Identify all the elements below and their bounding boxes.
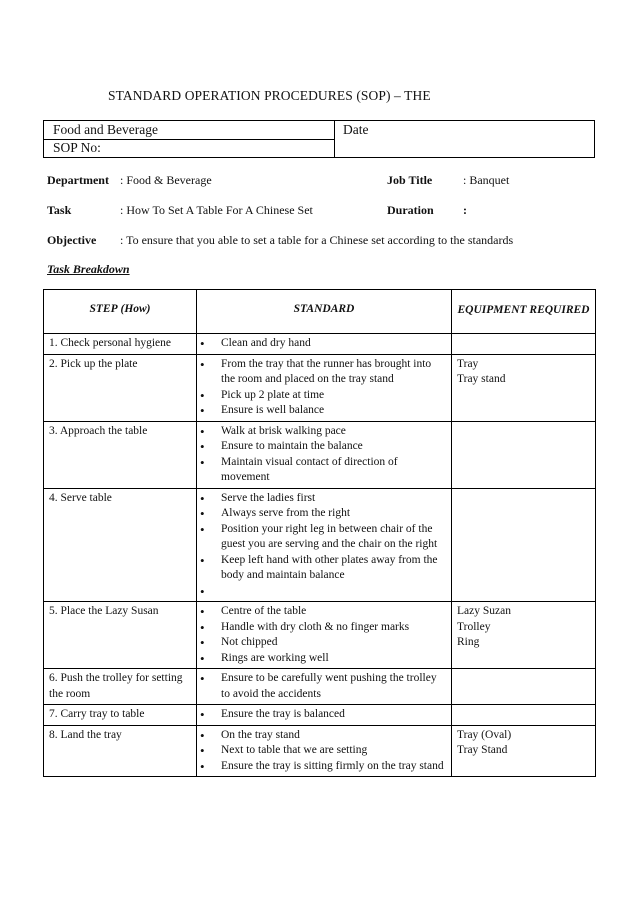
equipment-cell [452,334,596,355]
job-title-label: Job Title [387,173,433,187]
standard-item: • Position your right leg in between chair of the guest you are serving and the chair on the right [202,522,446,553]
standard-cell [197,334,452,355]
standard-item: • Pick up 2 plate at time [202,388,446,404]
step-cell: 4. Serve table [44,488,197,602]
document-title: STANDARD OPERATION PROCEDURES (SOP) – THE [108,88,431,103]
standard-cell [197,669,452,705]
equipment-item: Trolley [457,620,491,633]
job-title-value: : Banquet [463,173,510,187]
step-cell: 3. Approach the table [44,421,197,488]
standard-list [202,707,446,723]
standard-item: • From the tray that the runner has brought into the room and placed on the tray stand [202,357,446,388]
standard-list [202,357,446,419]
step-cell: 1. Check personal hygiene [44,334,197,355]
duration-value: : [463,203,467,217]
table-body [44,334,596,777]
header-step [44,290,197,334]
table-row [44,669,596,705]
task-breakdown-heading: Task Breakdown [47,262,130,276]
standard-cell [197,421,452,488]
table-row [44,725,596,777]
department-name: Food and Beverage [53,122,158,137]
task-value: : How To Set A Table For A Chinese Set [120,203,313,217]
standard-item: • Ensure to maintain the balance [202,439,446,455]
equipment-cell [452,602,596,669]
task-label: Task [47,203,72,217]
header-standard [197,290,452,334]
objective-label: Objective [47,233,97,247]
header-step-how: (How) [120,303,151,315]
header-equipment [452,290,596,334]
standard-item: • Ensure to be carefully went pushing the trolley to avoid the accidents [202,671,446,702]
equipment-cell [452,354,596,421]
step-cell: 6. Push the trolley for setting the room [44,669,197,705]
header-step-label: STEP [89,303,118,315]
standard-item: • Clean and dry hand [202,336,446,352]
standard-item: • Rings are working well [202,651,446,667]
standard-item: • Ensure the tray is balanced [202,707,446,723]
standard-item: • Serve the ladies first [202,491,446,507]
table-header-row [44,290,596,334]
equipment-item: Ring [457,636,480,648]
standard-list [202,336,446,352]
equipment-cell [452,705,596,726]
standard-item: • Maintain visual contact of direction of movement [202,455,446,486]
standard-item: • Ensure the tray is sitting firmly on the tray stand [202,759,446,775]
objective-value: : To ensure that you able to set a table for a Chinese set according to the standards [120,233,514,247]
standard-list [202,491,446,600]
step-cell: 2. Pick up the plate [44,354,197,421]
standard-item [202,584,446,600]
standard-cell [197,602,452,669]
standard-item: • On the tray stand [202,728,446,744]
standard-list [202,728,446,775]
table-row [44,488,596,602]
table-row [44,354,596,421]
table-row [44,705,596,726]
standard-item: • Centre of the table [202,604,446,620]
standard-item: • Next to table that we are setting [202,743,446,759]
standard-list [202,604,446,666]
standard-item: • Handle with dry cloth & no finger marks [202,620,446,636]
header-standard-label: STANDARD [293,303,355,315]
department-value: : Food & Beverage [120,173,212,187]
equipment-cell [452,488,596,602]
standard-item: • Keep left hand with other plates away from the body and maintain balance [202,553,446,584]
date-label: Date [343,122,369,137]
step-cell: 7. Carry tray to table [44,705,197,726]
equipment-item: Tray [457,357,479,370]
table-row [44,602,596,669]
header-box [43,120,595,158]
table-row [44,334,596,355]
equipment-cell [452,669,596,705]
equipment-item: Tray stand [457,373,506,385]
equipment-cell [452,421,596,488]
task-breakdown-table [43,289,596,777]
standard-cell [197,705,452,726]
standard-item: • Not chipped [202,635,446,651]
standard-item: • Ensure is well balance [202,403,446,419]
duration-label: Duration [387,203,434,217]
table-row [44,421,596,488]
department-label: Department [47,173,109,187]
equipment-item: Lazy Suzan [457,605,511,617]
sop-no-label: SOP No: [53,140,101,155]
equipment-cell [452,725,596,777]
standard-cell [197,488,452,602]
standard-item: • Walk at brisk walking pace [202,424,446,440]
step-cell: 8. Land the tray [44,725,197,777]
header-equipment-label: EQUIPMENT REQUIRED [457,304,590,316]
standard-list [202,424,446,486]
equipment-item: Tray Stand [457,744,508,756]
equipment-item: Tray (Oval) [457,728,512,741]
standard-item: • Always serve from the right [202,506,446,522]
standard-cell [197,354,452,421]
step-cell: 5. Place the Lazy Susan [44,602,197,669]
standard-list [202,671,446,702]
header-divider-vertical [334,121,335,157]
standard-cell [197,725,452,777]
